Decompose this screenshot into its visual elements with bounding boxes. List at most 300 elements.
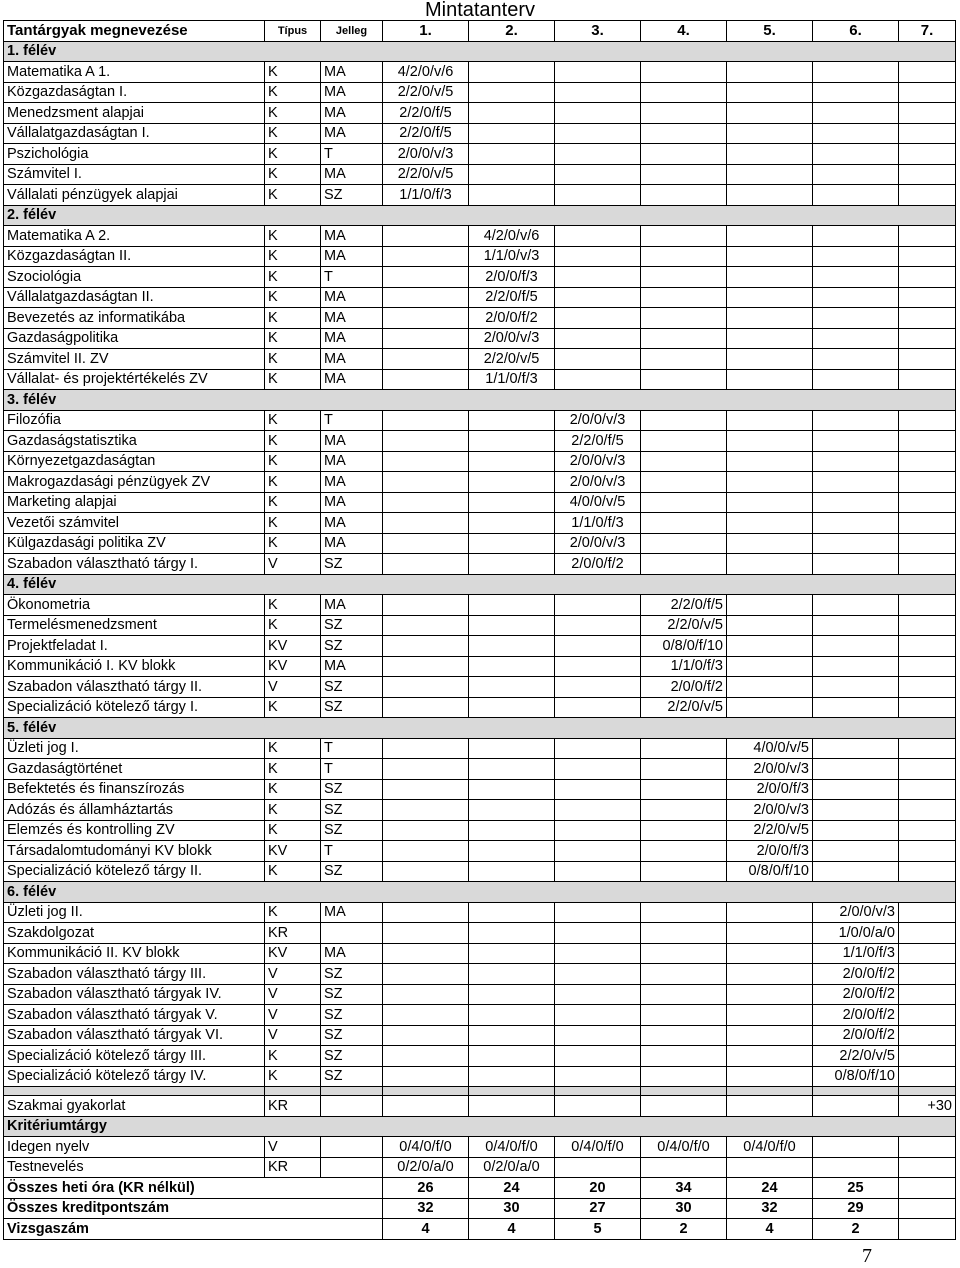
subject-row (4, 513, 956, 534)
empty-cell (383, 369, 469, 390)
empty-cell (383, 431, 469, 452)
semester-value: 2/2/0/v/5 (813, 1046, 899, 1067)
subject-type: K (265, 759, 321, 780)
totals-value: 26 (383, 1178, 469, 1199)
empty-cell (899, 738, 956, 759)
subject-type: KV (265, 656, 321, 677)
subject-row (4, 984, 956, 1005)
subject-row (4, 800, 956, 821)
semester-value: 4/0/0/v/5 (555, 492, 641, 513)
empty-cell (555, 369, 641, 390)
empty-cell (813, 82, 899, 103)
empty-cell (383, 841, 469, 862)
subject-name: Vállalatgazdaságtan I. (4, 123, 265, 144)
criteria-name: Testnevelés (4, 1157, 265, 1178)
semester-value: 2/0/0/v/3 (813, 902, 899, 923)
empty-cell (899, 328, 956, 349)
subject-name: Gazdaságstatisztika (4, 431, 265, 452)
subject-type: V (265, 1025, 321, 1046)
subject-name: Gazdaságpolitika (4, 328, 265, 349)
empty-cell (383, 1046, 469, 1067)
empty-cell (813, 287, 899, 308)
empty-cell (899, 410, 956, 431)
subject-type: K (265, 1066, 321, 1087)
empty-cell (899, 841, 956, 862)
subject-name: Közgazdaságtan I. (4, 82, 265, 103)
empty-cell (383, 1066, 469, 1087)
subject-name: Kommunikáció II. KV blokk (4, 943, 265, 964)
subject-type: K (265, 287, 321, 308)
subject-type: K (265, 820, 321, 841)
subject-name: Bevezetés az informatikába (4, 308, 265, 329)
empty-cell (641, 964, 727, 985)
totals-value: 5 (555, 1219, 641, 1240)
spacer-cell (469, 1087, 555, 1096)
empty-cell (813, 1096, 899, 1117)
subject-type: V (265, 554, 321, 575)
empty-cell (899, 431, 956, 452)
totals-value: 30 (641, 1198, 727, 1219)
empty-cell (727, 287, 813, 308)
empty-cell (383, 779, 469, 800)
subject-name: Specializáció kötelező tárgy I. (4, 697, 265, 718)
empty-cell (641, 82, 727, 103)
subject-name: Matematika A 2. (4, 226, 265, 247)
empty-cell (469, 677, 555, 698)
empty-cell (383, 861, 469, 882)
empty-cell (727, 677, 813, 698)
criteria-value: 0/2/0/a/0 (383, 1157, 469, 1178)
empty-cell (641, 554, 727, 575)
empty-cell (899, 513, 956, 534)
subject-name: Termelésmenedzsment (4, 615, 265, 636)
empty-cell (899, 595, 956, 616)
empty-cell (641, 123, 727, 144)
subject-row (4, 964, 956, 985)
criteria-value (813, 1137, 899, 1158)
semester-value: 2/0/0/v/3 (383, 144, 469, 165)
empty-cell (383, 308, 469, 329)
subject-character: SZ (321, 185, 383, 206)
subject-type: K (265, 246, 321, 267)
empty-cell (383, 472, 469, 493)
empty-cell (899, 451, 956, 472)
empty-cell (555, 1066, 641, 1087)
semester-value: 2/0/0/f/2 (813, 1025, 899, 1046)
totals-value: 27 (555, 1198, 641, 1219)
semester-value: 2/0/0/f/3 (727, 841, 813, 862)
semester-value: 2/0/0/v/3 (555, 533, 641, 554)
empty-cell (383, 595, 469, 616)
semester-row (4, 205, 956, 226)
empty-cell (641, 287, 727, 308)
subject-character: SZ (321, 677, 383, 698)
empty-cell (641, 984, 727, 1005)
empty-cell (727, 513, 813, 534)
empty-cell (727, 164, 813, 185)
semester-value: 2/2/0/v/5 (641, 615, 727, 636)
empty-cell (469, 759, 555, 780)
subject-row (4, 738, 956, 759)
empty-cell (899, 246, 956, 267)
subject-character: SZ (321, 697, 383, 718)
semester-value: 2/0/0/v/3 (555, 410, 641, 431)
totals-value: 34 (641, 1178, 727, 1199)
empty-cell (321, 1157, 383, 1178)
subject-character: T (321, 738, 383, 759)
empty-cell (641, 410, 727, 431)
empty-cell (727, 369, 813, 390)
subject-name: Specializáció kötelező tárgy II. (4, 861, 265, 882)
header-cell: 7. (899, 21, 956, 42)
empty-cell (813, 800, 899, 821)
subject-type: K (265, 779, 321, 800)
empty-cell (641, 943, 727, 964)
spacer-cell (321, 1087, 383, 1096)
empty-cell (727, 697, 813, 718)
semester-label: 5. félév (4, 718, 956, 739)
empty-cell (641, 164, 727, 185)
subject-row (4, 1005, 956, 1026)
subject-type: K (265, 1046, 321, 1067)
subject-type: K (265, 451, 321, 472)
subject-row (4, 62, 956, 83)
subject-type: K (265, 164, 321, 185)
empty-cell (469, 984, 555, 1005)
semester-value: 2/2/0/f/5 (641, 595, 727, 616)
spacer-cell (383, 1087, 469, 1096)
empty-cell (813, 697, 899, 718)
empty-cell (469, 1005, 555, 1026)
empty-cell (727, 62, 813, 83)
totals-label: Vizsgaszám (4, 1219, 383, 1240)
empty-cell (383, 492, 469, 513)
criteria-value (555, 1157, 641, 1178)
totals-row (4, 1178, 956, 1199)
empty-cell (555, 697, 641, 718)
totals-value: 24 (727, 1178, 813, 1199)
subject-type: K (265, 82, 321, 103)
semester-value: 1/1/0/f/3 (383, 185, 469, 206)
empty-cell (727, 185, 813, 206)
subject-name: Kommunikáció I. KV blokk (4, 656, 265, 677)
subject-type: K (265, 492, 321, 513)
empty-cell (383, 615, 469, 636)
empty-cell (555, 964, 641, 985)
empty-cell (555, 308, 641, 329)
subject-type: KV (265, 943, 321, 964)
empty-cell (555, 246, 641, 267)
empty-cell (469, 492, 555, 513)
empty-cell (383, 902, 469, 923)
empty-cell (727, 636, 813, 657)
semester-value: 1/0/0/a/0 (813, 923, 899, 944)
empty-cell (899, 369, 956, 390)
subject-name: Vállalati pénzügyek alapjai (4, 185, 265, 206)
subject-character: MA (321, 533, 383, 554)
empty-cell (469, 820, 555, 841)
subject-type: V (265, 964, 321, 985)
totals-value: 20 (555, 1178, 641, 1199)
criteria-label: Kritériumtárgy (4, 1116, 956, 1137)
empty-cell (641, 1066, 727, 1087)
empty-cell (469, 800, 555, 821)
semester-value: 2/2/0/v/5 (469, 349, 555, 370)
empty-cell (469, 697, 555, 718)
empty-cell (469, 533, 555, 554)
empty-cell (727, 431, 813, 452)
subject-character: SZ (321, 964, 383, 985)
totals-value: 30 (469, 1198, 555, 1219)
empty-cell (727, 472, 813, 493)
empty-cell (813, 410, 899, 431)
subject-row (4, 144, 956, 165)
subject-name: Elemzés és kontrolling ZV (4, 820, 265, 841)
empty-cell (813, 636, 899, 657)
empty-cell (469, 964, 555, 985)
header-cell: 3. (555, 21, 641, 42)
subject-name: Szabadon választható tárgy I. (4, 554, 265, 575)
subject-name: Specializáció kötelező tárgy IV. (4, 1066, 265, 1087)
subject-character: MA (321, 369, 383, 390)
empty-cell (899, 656, 956, 677)
empty-cell (641, 800, 727, 821)
subject-type: K (265, 902, 321, 923)
subject-name: Marketing alapjai (4, 492, 265, 513)
subject-row (4, 656, 956, 677)
page-number: 7 (862, 1245, 872, 1267)
empty-cell (641, 759, 727, 780)
criteria-row (4, 1157, 956, 1178)
subject-character: SZ (321, 1025, 383, 1046)
subject-row (4, 185, 956, 206)
practice-name: Szakmai gyakorlat (4, 1096, 265, 1117)
subject-row (4, 595, 956, 616)
empty-cell (469, 902, 555, 923)
empty-cell (383, 513, 469, 534)
subject-name: Specializáció kötelező tárgy III. (4, 1046, 265, 1067)
empty-cell (469, 185, 555, 206)
subject-character: MA (321, 513, 383, 534)
semester-value: 1/1/0/f/3 (555, 513, 641, 534)
empty-cell (383, 1005, 469, 1026)
empty-cell (469, 451, 555, 472)
subject-type: K (265, 431, 321, 452)
empty-cell (727, 554, 813, 575)
subject-type: K (265, 533, 321, 554)
semester-row (4, 718, 956, 739)
semester-value: 2/2/0/v/5 (641, 697, 727, 718)
semester-value: 2/0/0/f/2 (813, 984, 899, 1005)
empty-cell (641, 738, 727, 759)
empty-cell (383, 943, 469, 964)
subject-type: K (265, 800, 321, 821)
empty-cell (727, 984, 813, 1005)
subject-character: T (321, 410, 383, 431)
subject-row (4, 369, 956, 390)
subject-name: Társadalomtudományi KV blokk (4, 841, 265, 862)
semester-value: 1/1/0/f/3 (641, 656, 727, 677)
subject-character: SZ (321, 636, 383, 657)
criteria-value (727, 1157, 813, 1178)
empty-cell (899, 62, 956, 83)
empty-cell (555, 287, 641, 308)
empty-cell (641, 369, 727, 390)
empty-cell (727, 492, 813, 513)
subject-type: V (265, 677, 321, 698)
subject-character: MA (321, 472, 383, 493)
empty-cell (641, 267, 727, 288)
empty-cell (555, 779, 641, 800)
empty-cell (813, 226, 899, 247)
semester-value: 2/0/0/f/3 (469, 267, 555, 288)
empty-cell (641, 513, 727, 534)
empty-cell (813, 308, 899, 329)
empty-cell (555, 595, 641, 616)
empty-cell (641, 103, 727, 124)
empty-cell (555, 861, 641, 882)
subject-name: Számvitel I. (4, 164, 265, 185)
empty-cell (727, 1046, 813, 1067)
header-cell: Típus (265, 21, 321, 42)
empty-cell (899, 308, 956, 329)
subject-name: Külgazdasági politika ZV (4, 533, 265, 554)
empty-cell (383, 800, 469, 821)
subject-name: Pszichológia (4, 144, 265, 165)
empty-cell (555, 103, 641, 124)
subject-character: MA (321, 123, 383, 144)
empty-cell (641, 246, 727, 267)
subject-character: MA (321, 656, 383, 677)
semester-row (4, 574, 956, 595)
subject-row (4, 841, 956, 862)
empty-cell (555, 759, 641, 780)
empty-cell (555, 328, 641, 349)
empty-cell (641, 1025, 727, 1046)
subject-row (4, 943, 956, 964)
subject-character: MA (321, 287, 383, 308)
empty-cell (555, 185, 641, 206)
empty-cell (899, 472, 956, 493)
empty-cell (727, 1066, 813, 1087)
subject-type: K (265, 123, 321, 144)
empty-cell (813, 595, 899, 616)
empty-cell (727, 226, 813, 247)
subject-character: MA (321, 451, 383, 472)
empty-cell (641, 902, 727, 923)
empty-cell (383, 923, 469, 944)
empty-cell (383, 1096, 469, 1117)
empty-cell (813, 62, 899, 83)
semester-value: 0/8/0/f/10 (813, 1066, 899, 1087)
spacer-cell (899, 1087, 956, 1096)
subject-row (4, 82, 956, 103)
header-cell: 5. (727, 21, 813, 42)
subject-row (4, 103, 956, 124)
empty-cell (899, 677, 956, 698)
semester-value: 2/0/0/f/2 (813, 964, 899, 985)
empty-cell (641, 349, 727, 370)
empty-cell (727, 451, 813, 472)
totals-value: 4 (727, 1219, 813, 1240)
empty-cell (469, 82, 555, 103)
empty-cell (813, 328, 899, 349)
empty-cell (899, 1025, 956, 1046)
subject-type: K (265, 267, 321, 288)
empty-cell (641, 492, 727, 513)
header-cell: Tantárgyak megnevezése (4, 21, 265, 42)
empty-cell (727, 82, 813, 103)
empty-cell (555, 144, 641, 165)
empty-cell (383, 267, 469, 288)
subject-name: Matematika A 1. (4, 62, 265, 83)
criteria-value: 0/4/0/f/0 (641, 1137, 727, 1158)
subject-row (4, 923, 956, 944)
empty-cell (813, 820, 899, 841)
subject-row (4, 902, 956, 923)
subject-type: K (265, 697, 321, 718)
header-cell: 1. (383, 21, 469, 42)
subject-row (4, 410, 956, 431)
subject-character: MA (321, 492, 383, 513)
empty-cell (899, 123, 956, 144)
subject-row (4, 492, 956, 513)
subject-character: MA (321, 246, 383, 267)
empty-cell (383, 226, 469, 247)
empty-cell (813, 267, 899, 288)
subject-name: Környezetgazdaságtan (4, 451, 265, 472)
empty-cell (383, 410, 469, 431)
empty-cell (383, 697, 469, 718)
empty-cell (469, 164, 555, 185)
empty-cell (813, 513, 899, 534)
empty-cell (813, 103, 899, 124)
empty-cell (727, 533, 813, 554)
empty-cell (727, 103, 813, 124)
subject-row (4, 287, 956, 308)
subject-name: Ökonometria (4, 595, 265, 616)
totals-row (4, 1219, 956, 1240)
empty-cell (899, 943, 956, 964)
empty-cell (383, 677, 469, 698)
empty-cell (383, 349, 469, 370)
practice-value: +30 (899, 1096, 956, 1117)
criteria-type: V (265, 1137, 321, 1158)
subject-name: Szociológia (4, 267, 265, 288)
empty-cell (469, 656, 555, 677)
spacer-cell (727, 1087, 813, 1096)
empty-cell (555, 82, 641, 103)
totals-value: 32 (727, 1198, 813, 1219)
subject-type: K (265, 861, 321, 882)
empty-cell (469, 779, 555, 800)
empty-cell (641, 451, 727, 472)
empty-cell (899, 226, 956, 247)
criteria-name: Idegen nyelv (4, 1137, 265, 1158)
subject-row (4, 697, 956, 718)
empty-cell (899, 1046, 956, 1067)
empty-cell (727, 267, 813, 288)
empty-cell (383, 287, 469, 308)
criteria-row (4, 1137, 956, 1158)
subject-character: SZ (321, 779, 383, 800)
subject-row (4, 759, 956, 780)
empty-cell (813, 123, 899, 144)
criteria-value: 0/2/0/a/0 (469, 1157, 555, 1178)
empty-cell (899, 984, 956, 1005)
subject-character: MA (321, 328, 383, 349)
empty-cell (641, 533, 727, 554)
